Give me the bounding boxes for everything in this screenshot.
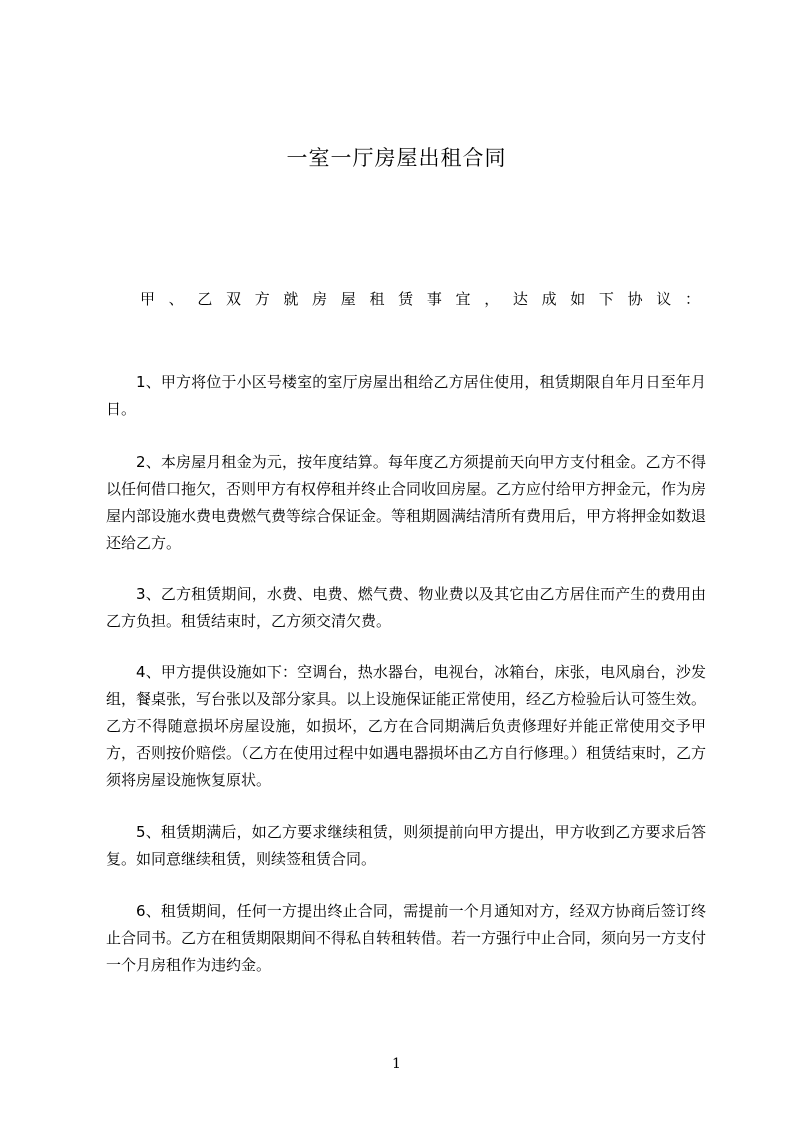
clause-6: 6、租赁期间，任何一方提出终止合同，需提前一个月通知对方，经双方协商后签订终止合同书。乙方在租赁期限期间不得私自转租转借。若一方强行中止合同，须向另一方支付一个月房租作为违约金。 (106, 902, 707, 974)
page-number: 1 (392, 1056, 401, 1072)
intro-line (140, 288, 700, 310)
document-title: 一室一厅房屋出租合同 (286, 146, 507, 170)
clause-2: 2、本房屋月租金为元，按年度结算。每年度乙方须提前天向甲方支付租金。乙方不得以任何借口拖欠，否则甲方有权停租并终止合同收回房屋。乙方应付给甲方押金元，作为房屋内部设施水费电费燃气费等综合保证金。等租期圆满结清所有费用后，甲方将押金如数退还给乙方。 (106, 453, 707, 552)
clause-1: 1、甲方将位于小区号楼室的室厅房屋出租给乙方居住使用，租赁期限自年月日至年月日。 (106, 373, 706, 418)
clause-3: 3、乙方租赁期间，水费、电费、燃气费、物业费以及其它由乙方居住而产生的费用由乙方负担。租赁结束时，乙方须交清欠费。 (106, 585, 706, 630)
clause-5: 5、租赁期满后，如乙方要求继续租赁，则须提前向甲方提出，甲方收到乙方要求后答复。如同意继续租赁，则续签租赁合同。 (106, 823, 706, 868)
intro-text: 甲 、 乙 双 方 就 房 屋 租 赁 事 宜 ， 达 成 如 下 协 议 ： (140, 290, 700, 308)
clause-4: 4、甲方提供设施如下：空调台，热水器台，电视台，冰箱台，床张，电风扇台，沙发组，餐桌张，写台张以及部分家具。以上设施保证能正常使用，经乙方检验后认可签生效。乙方不得随意损坏房屋设施，如损坏，乙方在合同期满后负责修理好并能正常使用交予甲方，否则按价赔偿。（乙方在使用过程中如遇电器损坏由乙方自行修理。）租赁结束时，乙方须将房屋设施恢复原状。 (106, 663, 707, 789)
